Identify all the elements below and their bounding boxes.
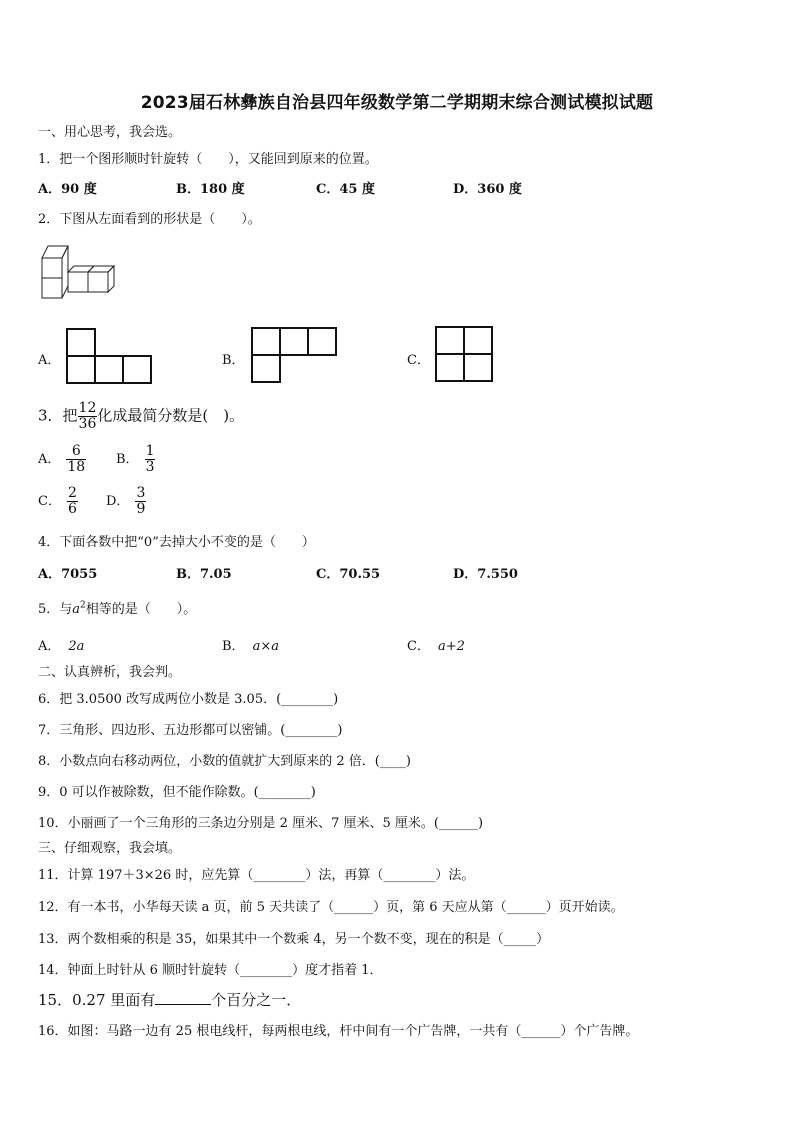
- q3-prefix: 3．把: [38, 406, 78, 425]
- q1-option-c[interactable]: C．45 度: [316, 182, 375, 197]
- page-title: 2023届石林彝族自治县四年级数学第二学期期末综合测试模拟试题: [140, 93, 654, 113]
- section-heading-2: 二、认真辨析，我会判。: [38, 665, 182, 680]
- q2-option-c-shape[interactable]: [435, 326, 493, 382]
- q1-option-a[interactable]: A．90 度: [38, 182, 97, 197]
- q3-fraction: $\frac{12}{36}$: [78, 400, 97, 432]
- q5-exponent: 2: [80, 600, 86, 611]
- q3-option-d[interactable]: D． $\frac{3}{9}$: [106, 485, 146, 517]
- q4-option-b[interactable]: B．7.05: [176, 567, 232, 582]
- q5-option-c[interactable]: C． a+2: [407, 639, 465, 654]
- cube-stack-figure: [38, 242, 118, 302]
- question-16: 16．如图：马路一边有 25 根电线杆，每两根电线，杆中间有一个广告牌，一共有（______）个广告牌。: [38, 1024, 639, 1039]
- q3-option-b[interactable]: B． $\frac{1}{3}$: [116, 443, 155, 475]
- question-1: 1．把一个图形顺时针旋转（ ），又能回到原来的位置。: [38, 152, 378, 167]
- q3-option-c[interactable]: C． $\frac{2}{6}$: [38, 485, 77, 517]
- question-6: 6．把 3.0500 改写成两位小数是 3.05．(________): [38, 692, 339, 707]
- q4-option-c[interactable]: C．70.55: [316, 567, 381, 582]
- question-14: 14．钟面上时针从 6 顺时针旋转（________）度才指着 1．: [38, 963, 383, 978]
- question-7: 7．三角形、四边形、五边形都可以密铺。(________): [38, 723, 343, 738]
- question-5: 5．与$a^2$相等的是（ ）。: [38, 600, 197, 617]
- question-11: 11．计算 197＋3×26 时，应先算（________）法，再算（________）法。: [38, 868, 475, 883]
- section-heading-1: 一、用心思考，我会选。: [38, 125, 182, 140]
- q2-option-b-shape[interactable]: [251, 327, 337, 383]
- q4-option-a[interactable]: A．7055: [38, 567, 98, 582]
- question-12: 12．有一本书，小华每天读 a 页，前 5 天共读了（______）页，第 6 天应从第（______）页开始读。: [38, 900, 624, 915]
- question-10: 10．小丽画了一个三角形的三条边分别是 2 厘米、7 厘米、5 厘米。(______): [38, 816, 484, 831]
- question-15: 15．0.27 里面有 个百分之一．: [38, 991, 302, 1009]
- q1-option-d[interactable]: D．360 度: [453, 182, 522, 197]
- q5-option-a[interactable]: A． 2a: [38, 639, 85, 654]
- question-9: 9．0 可以作被除数，但不能作除数。(________): [38, 785, 316, 800]
- q15-answer-blank[interactable]: [155, 992, 211, 1005]
- q5-option-b[interactable]: B． a×a: [222, 639, 279, 654]
- q2-option-a-shape[interactable]: [66, 328, 152, 384]
- q5-variable: a: [72, 602, 81, 617]
- q2-label-c[interactable]: C．: [407, 353, 430, 368]
- question-4: 4．下面各数中把“0”去掉大小不变的是（ ）: [38, 535, 315, 550]
- q3-suffix: 化成最简分数是( )。: [97, 406, 245, 425]
- q2-label-b[interactable]: B．: [222, 353, 245, 368]
- q3-option-a[interactable]: A． $\frac{6}{18}$: [38, 443, 86, 475]
- question-8: 8．小数点向右移动两位，小数的值就扩大到原来的 2 倍．(____): [38, 754, 411, 769]
- q1-option-b[interactable]: B．180 度: [176, 182, 245, 197]
- question-2: 2．下图从左面看到的形状是（ ）。: [38, 212, 261, 227]
- question-3: [38, 401, 244, 432]
- q4-option-d[interactable]: D．7.550: [453, 567, 518, 582]
- section-heading-3: 三、仔细观察，我会填。: [38, 841, 182, 856]
- q2-label-a[interactable]: A．: [38, 353, 61, 368]
- question-13: 13．两个数相乘的积是 35，如果其中一个数乘 4，另一个数不变，现在的积是（_____）: [38, 932, 550, 947]
